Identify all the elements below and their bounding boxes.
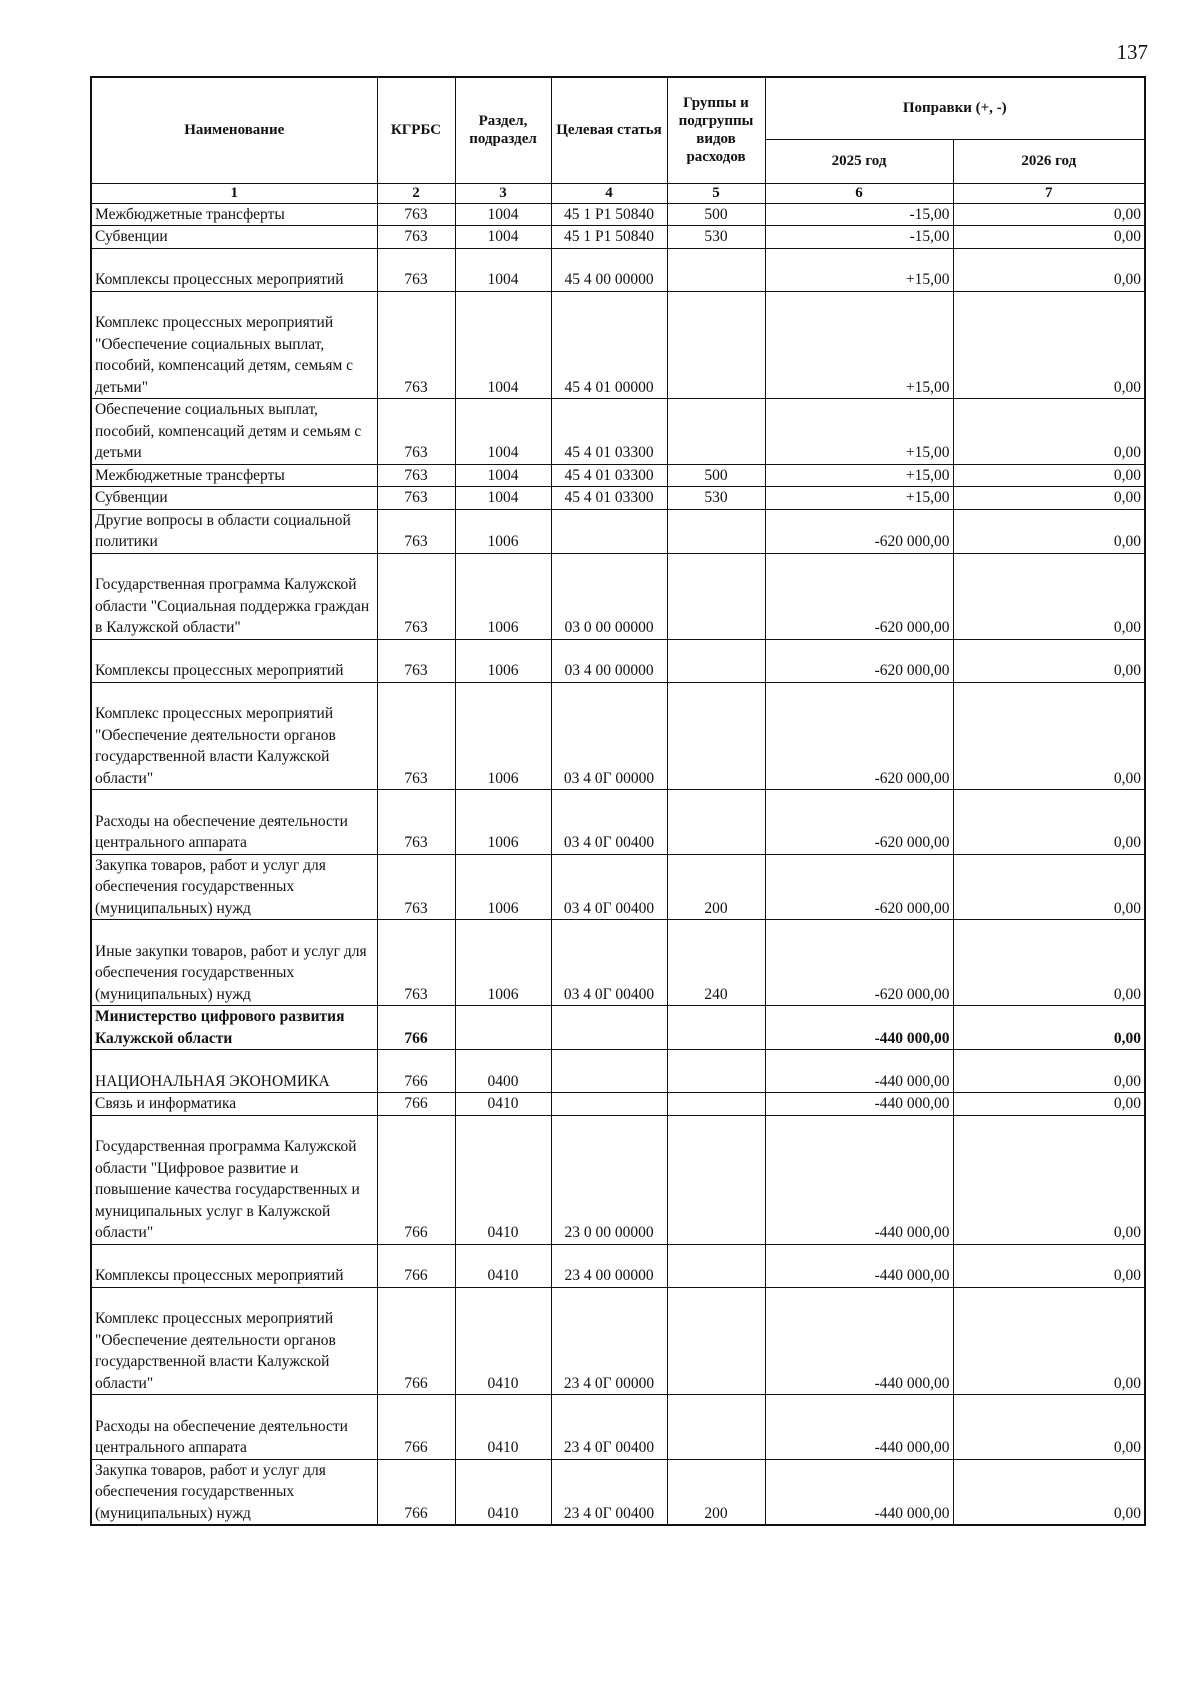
row-group <box>667 399 765 465</box>
table-row <box>91 854 1145 920</box>
row-amount-2025: -15,00 <box>765 226 953 249</box>
row-name: Субвенции <box>91 487 377 510</box>
table-row <box>91 1287 1145 1395</box>
row-name: Другие вопросы в области социальной политики <box>91 509 377 553</box>
row-group: 530 <box>667 226 765 249</box>
row-kgrbs: 766 <box>377 1459 455 1525</box>
row-name: Министерство цифрового развития Калужской области <box>91 1006 377 1050</box>
row-section: 1004 <box>455 487 551 510</box>
row-amount-2026: 0,00 <box>953 203 1145 226</box>
header-section: Раздел, подраздел <box>455 77 551 183</box>
header-kgrbs: КГРБС <box>377 77 455 183</box>
row-name: Субвенции <box>91 226 377 249</box>
row-kgrbs: 763 <box>377 399 455 465</box>
row-amount-2025: -620 000,00 <box>765 509 953 553</box>
table-row <box>91 203 1145 226</box>
column-number: 6 <box>765 183 953 203</box>
row-group <box>667 639 765 682</box>
row-section: 0400 <box>455 1050 551 1093</box>
row-amount-2025: +15,00 <box>765 399 953 465</box>
row-section: 1006 <box>455 682 551 790</box>
row-group <box>667 509 765 553</box>
row-kgrbs: 766 <box>377 1050 455 1093</box>
table-row <box>91 399 1145 465</box>
row-amount-2026: 0,00 <box>953 509 1145 553</box>
row-kgrbs: 766 <box>377 1244 455 1287</box>
row-article: 23 0 00 00000 <box>551 1115 667 1244</box>
column-number: 4 <box>551 183 667 203</box>
row-amount-2026: 0,00 <box>953 790 1145 855</box>
row-kgrbs: 763 <box>377 920 455 1006</box>
row-amount-2026: 0,00 <box>953 487 1145 510</box>
table-row <box>91 1050 1145 1093</box>
row-amount-2025: -620 000,00 <box>765 920 953 1006</box>
header-corrections: Поправки (+, -) <box>765 77 1145 139</box>
table-row <box>91 509 1145 553</box>
row-article: 03 4 0Г 00000 <box>551 682 667 790</box>
row-section: 1004 <box>455 291 551 399</box>
row-amount-2026: 0,00 <box>953 1050 1145 1093</box>
table-row <box>91 1006 1145 1050</box>
row-amount-2025: -440 000,00 <box>765 1093 953 1116</box>
row-section: 1006 <box>455 790 551 855</box>
row-amount-2026: 0,00 <box>953 1244 1145 1287</box>
row-section: 0410 <box>455 1244 551 1287</box>
row-name: Расходы на обеспечение деятельности центрального аппарата <box>91 790 377 855</box>
row-amount-2026: 0,00 <box>953 1006 1145 1050</box>
row-name: Государственная программа Калужской области "Цифровое развитие и повышение качества государственных и муниципальных услуг в Калужской области" <box>91 1115 377 1244</box>
row-section: 1006 <box>455 639 551 682</box>
row-article: 03 4 0Г 00400 <box>551 920 667 1006</box>
row-kgrbs: 763 <box>377 203 455 226</box>
row-name: Закупка товаров, работ и услуг для обеспечения государственных (муниципальных) нужд <box>91 854 377 920</box>
row-article: 23 4 0Г 00400 <box>551 1395 667 1460</box>
row-name: Комплексы процессных мероприятий <box>91 1244 377 1287</box>
row-article: 45 4 01 03300 <box>551 487 667 510</box>
row-amount-2026: 0,00 <box>953 226 1145 249</box>
row-section: 0410 <box>455 1093 551 1116</box>
row-name: Связь и информатика <box>91 1093 377 1116</box>
row-article: 45 4 01 00000 <box>551 291 667 399</box>
row-article: 03 4 00 00000 <box>551 639 667 682</box>
row-name: Комплексы процессных мероприятий <box>91 248 377 291</box>
header-groups: Группы и подгруппы видов расходов <box>667 77 765 183</box>
row-article <box>551 1006 667 1050</box>
table-row <box>91 464 1145 487</box>
row-section: 1006 <box>455 854 551 920</box>
header-year-2025: 2025 год <box>765 139 953 183</box>
row-name: Комплекс процессных мероприятий "Обеспечение деятельности органов государственной власти Калужской области" <box>91 682 377 790</box>
row-section: 1006 <box>455 553 551 639</box>
row-amount-2026: 0,00 <box>953 1115 1145 1244</box>
row-section: 1004 <box>455 399 551 465</box>
row-amount-2026: 0,00 <box>953 1459 1145 1525</box>
row-article: 03 0 00 00000 <box>551 553 667 639</box>
row-kgrbs: 763 <box>377 790 455 855</box>
row-group <box>667 1287 765 1395</box>
row-kgrbs: 763 <box>377 854 455 920</box>
row-kgrbs: 763 <box>377 226 455 249</box>
row-name: Комплекс процессных мероприятий "Обеспечение социальных выплат, пособий, компенсаций детям, семьям с детьми" <box>91 291 377 399</box>
row-amount-2025: -620 000,00 <box>765 854 953 920</box>
row-kgrbs: 763 <box>377 464 455 487</box>
column-numbers-row <box>91 183 1145 203</box>
row-amount-2026: 0,00 <box>953 553 1145 639</box>
table-row <box>91 291 1145 399</box>
row-section: 1004 <box>455 226 551 249</box>
row-group <box>667 1050 765 1093</box>
column-number: 3 <box>455 183 551 203</box>
row-name: Обеспечение социальных выплат, пособий, компенсаций детям и семьям с детьми <box>91 399 377 465</box>
row-kgrbs: 766 <box>377 1115 455 1244</box>
row-group: 200 <box>667 854 765 920</box>
row-group <box>667 1093 765 1116</box>
row-kgrbs: 763 <box>377 248 455 291</box>
row-group: 530 <box>667 487 765 510</box>
row-group: 500 <box>667 464 765 487</box>
column-number: 7 <box>953 183 1145 203</box>
row-section: 1004 <box>455 248 551 291</box>
row-amount-2025: -440 000,00 <box>765 1287 953 1395</box>
row-amount-2025: +15,00 <box>765 291 953 399</box>
row-amount-2025: -440 000,00 <box>765 1244 953 1287</box>
table-row <box>91 639 1145 682</box>
row-name: Межбюджетные трансферты <box>91 203 377 226</box>
table-row <box>91 1244 1145 1287</box>
row-amount-2025: -620 000,00 <box>765 553 953 639</box>
row-section: 1004 <box>455 464 551 487</box>
row-kgrbs: 766 <box>377 1093 455 1116</box>
row-kgrbs: 763 <box>377 682 455 790</box>
header-name: Наименование <box>91 77 377 183</box>
row-article <box>551 1050 667 1093</box>
row-kgrbs: 766 <box>377 1006 455 1050</box>
row-kgrbs: 763 <box>377 487 455 510</box>
row-amount-2025: -440 000,00 <box>765 1050 953 1093</box>
table-header <box>91 77 1145 203</box>
row-amount-2026: 0,00 <box>953 291 1145 399</box>
row-name: Закупка товаров, работ и услуг для обеспечения государственных (муниципальных) нужд <box>91 1459 377 1525</box>
table-row <box>91 682 1145 790</box>
row-amount-2025: -620 000,00 <box>765 682 953 790</box>
row-kgrbs: 763 <box>377 639 455 682</box>
row-amount-2025: -620 000,00 <box>765 639 953 682</box>
row-article <box>551 1093 667 1116</box>
row-kgrbs: 763 <box>377 509 455 553</box>
table-row <box>91 487 1145 510</box>
row-kgrbs: 766 <box>377 1395 455 1460</box>
row-group <box>667 248 765 291</box>
row-amount-2026: 0,00 <box>953 854 1145 920</box>
row-group <box>667 291 765 399</box>
row-section: 1004 <box>455 203 551 226</box>
row-group: 200 <box>667 1459 765 1525</box>
table-row <box>91 226 1145 249</box>
row-section: 0410 <box>455 1395 551 1460</box>
row-amount-2026: 0,00 <box>953 682 1145 790</box>
row-article: 45 4 00 00000 <box>551 248 667 291</box>
row-section: 0410 <box>455 1115 551 1244</box>
row-amount-2026: 0,00 <box>953 920 1145 1006</box>
row-article: 45 1 P1 50840 <box>551 226 667 249</box>
row-amount-2025: -440 000,00 <box>765 1459 953 1525</box>
page-number: 137 <box>1116 40 1148 64</box>
row-article: 45 4 01 03300 <box>551 464 667 487</box>
row-amount-2026: 0,00 <box>953 248 1145 291</box>
header-year-2026: 2026 год <box>953 139 1145 183</box>
row-amount-2025: +15,00 <box>765 464 953 487</box>
row-name: Иные закупки товаров, работ и услуг для обеспечения государственных (муниципальных) нужд <box>91 920 377 1006</box>
row-amount-2025: -15,00 <box>765 203 953 226</box>
row-article <box>551 509 667 553</box>
row-kgrbs: 763 <box>377 553 455 639</box>
row-section: 0410 <box>455 1287 551 1395</box>
row-article: 45 1 P1 50840 <box>551 203 667 226</box>
row-section: 1006 <box>455 920 551 1006</box>
column-number: 2 <box>377 183 455 203</box>
row-article: 23 4 0Г 00400 <box>551 1459 667 1525</box>
row-amount-2025: -440 000,00 <box>765 1395 953 1460</box>
row-section <box>455 1006 551 1050</box>
row-name: Расходы на обеспечение деятельности центрального аппарата <box>91 1395 377 1460</box>
row-group: 240 <box>667 920 765 1006</box>
column-number: 5 <box>667 183 765 203</box>
row-kgrbs: 763 <box>377 291 455 399</box>
row-article: 03 4 0Г 00400 <box>551 790 667 855</box>
row-group <box>667 790 765 855</box>
row-amount-2025: +15,00 <box>765 248 953 291</box>
row-article: 45 4 01 03300 <box>551 399 667 465</box>
row-amount-2025: +15,00 <box>765 487 953 510</box>
row-amount-2025: -620 000,00 <box>765 790 953 855</box>
table-row <box>91 248 1145 291</box>
table-row <box>91 1115 1145 1244</box>
row-amount-2026: 0,00 <box>953 399 1145 465</box>
row-amount-2025: -440 000,00 <box>765 1115 953 1244</box>
row-name: Государственная программа Калужской области "Социальная поддержка граждан в Калужской области" <box>91 553 377 639</box>
row-article: 23 4 0Г 00000 <box>551 1287 667 1395</box>
row-group <box>667 1006 765 1050</box>
row-group <box>667 1244 765 1287</box>
table-row <box>91 553 1145 639</box>
table-row <box>91 1459 1145 1525</box>
row-group <box>667 1115 765 1244</box>
row-group <box>667 1395 765 1460</box>
row-article: 03 4 0Г 00400 <box>551 854 667 920</box>
budget-corrections-table <box>90 76 1146 1526</box>
row-group: 500 <box>667 203 765 226</box>
row-amount-2026: 0,00 <box>953 639 1145 682</box>
row-name: Комплексы процессных мероприятий <box>91 639 377 682</box>
row-kgrbs: 766 <box>377 1287 455 1395</box>
table-row <box>91 1395 1145 1460</box>
row-amount-2026: 0,00 <box>953 464 1145 487</box>
row-amount-2026: 0,00 <box>953 1287 1145 1395</box>
row-group <box>667 553 765 639</box>
header-article: Целевая статья <box>551 77 667 183</box>
table-row <box>91 1093 1145 1116</box>
row-group <box>667 682 765 790</box>
row-article: 23 4 00 00000 <box>551 1244 667 1287</box>
table-row <box>91 920 1145 1006</box>
row-section: 0410 <box>455 1459 551 1525</box>
row-section: 1006 <box>455 509 551 553</box>
row-name: Межбюджетные трансферты <box>91 464 377 487</box>
table-body <box>91 203 1145 1525</box>
table-row <box>91 790 1145 855</box>
row-name: Комплекс процессных мероприятий "Обеспечение деятельности органов государственной власти Калужской области" <box>91 1287 377 1395</box>
column-number: 1 <box>91 183 377 203</box>
row-name: НАЦИОНАЛЬНАЯ ЭКОНОМИКА <box>91 1050 377 1093</box>
row-amount-2026: 0,00 <box>953 1395 1145 1460</box>
row-amount-2026: 0,00 <box>953 1093 1145 1116</box>
row-amount-2025: -440 000,00 <box>765 1006 953 1050</box>
